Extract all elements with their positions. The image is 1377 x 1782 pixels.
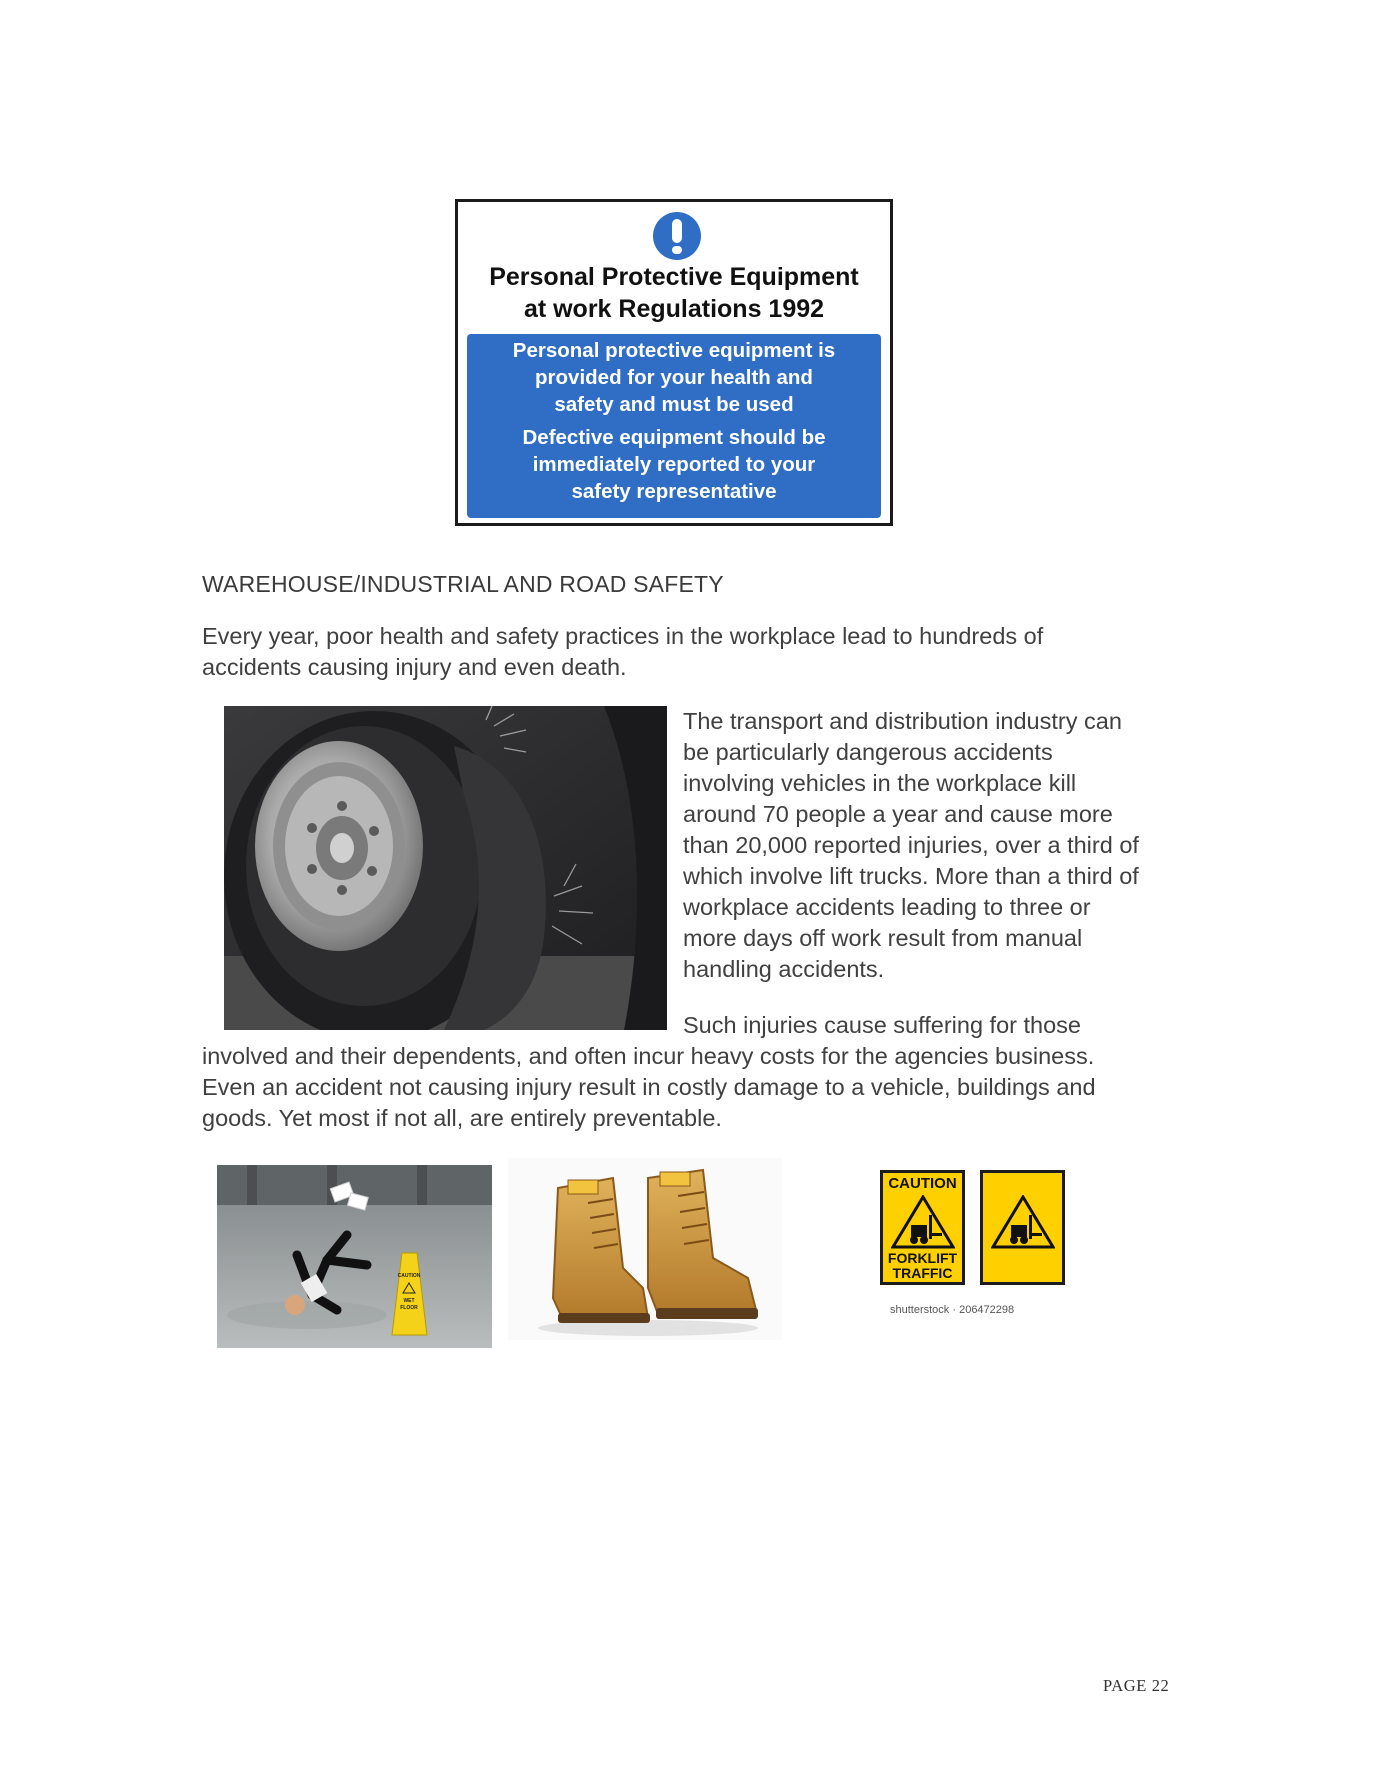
forklift-warning-icon — [891, 1195, 955, 1249]
slip-fall-photo — [217, 1165, 492, 1348]
wet-floor-sign-caution: CAUTION — [397, 1273, 421, 1279]
safety-boots-photo — [508, 1158, 782, 1340]
page-number: PAGE 22 — [1103, 1676, 1170, 1695]
forklift-caution-sign-labeled: CAUTION FORKLIFT TRAFFIC — [880, 1170, 965, 1285]
sign-title: Personal Protective Equipment at work Regulations 1992 — [489, 263, 859, 323]
slip-illustration — [217, 1165, 492, 1348]
intro-paragraph: Every year, poor health and safety practices in the workplace lead to hundreds of accidents causing injury and even death. — [202, 623, 1044, 680]
injuries-paragraph-first-line: Such injuries cause suffering for those — [683, 1012, 1081, 1038]
forklift-caution-signs — [872, 1168, 1072, 1318]
image-credit: shutterstock · 206472298 — [890, 1304, 1015, 1316]
section-heading: WAREHOUSE/INDUSTRIAL AND ROAD SAFETY — [202, 571, 724, 597]
forklift-caution-sign-plain — [980, 1170, 1065, 1285]
boots-illustration — [508, 1158, 782, 1340]
tyre-illustration — [224, 706, 667, 1030]
forklift-warning-icon-2 — [991, 1195, 1055, 1249]
transport-paragraph: The transport and distribution industry can be particularly dangerous accidents involving vehicles in the workplace kill around 70 people a year and cause more than 20,000 reported injuries, over a third of which involve lift trucks. More than a third of workplace accidents leading to three or more days off work result from manual handling accidents. — [683, 708, 1139, 982]
wet-floor-sign-wet: WET — [403, 1298, 415, 1304]
injuries-paragraph: involved and their dependents, and often incur heavy costs for the agencies business. Even an accident not causing injury result in costly damage to a vehicle, buildings and goods. Yet most if not all, are entirely preventable. — [202, 1043, 1096, 1131]
blown-tyre-photo — [224, 706, 667, 1030]
ppe-regulations-sign — [455, 199, 893, 526]
exclamation-icon — [653, 212, 701, 260]
sign-blue-panel: Personal protective equipment is provided for your health and safety and must be used Defective equipment should be immediately reported to your safety representative — [467, 334, 881, 518]
wet-floor-sign-floor: FLOOR — [400, 1305, 418, 1311]
